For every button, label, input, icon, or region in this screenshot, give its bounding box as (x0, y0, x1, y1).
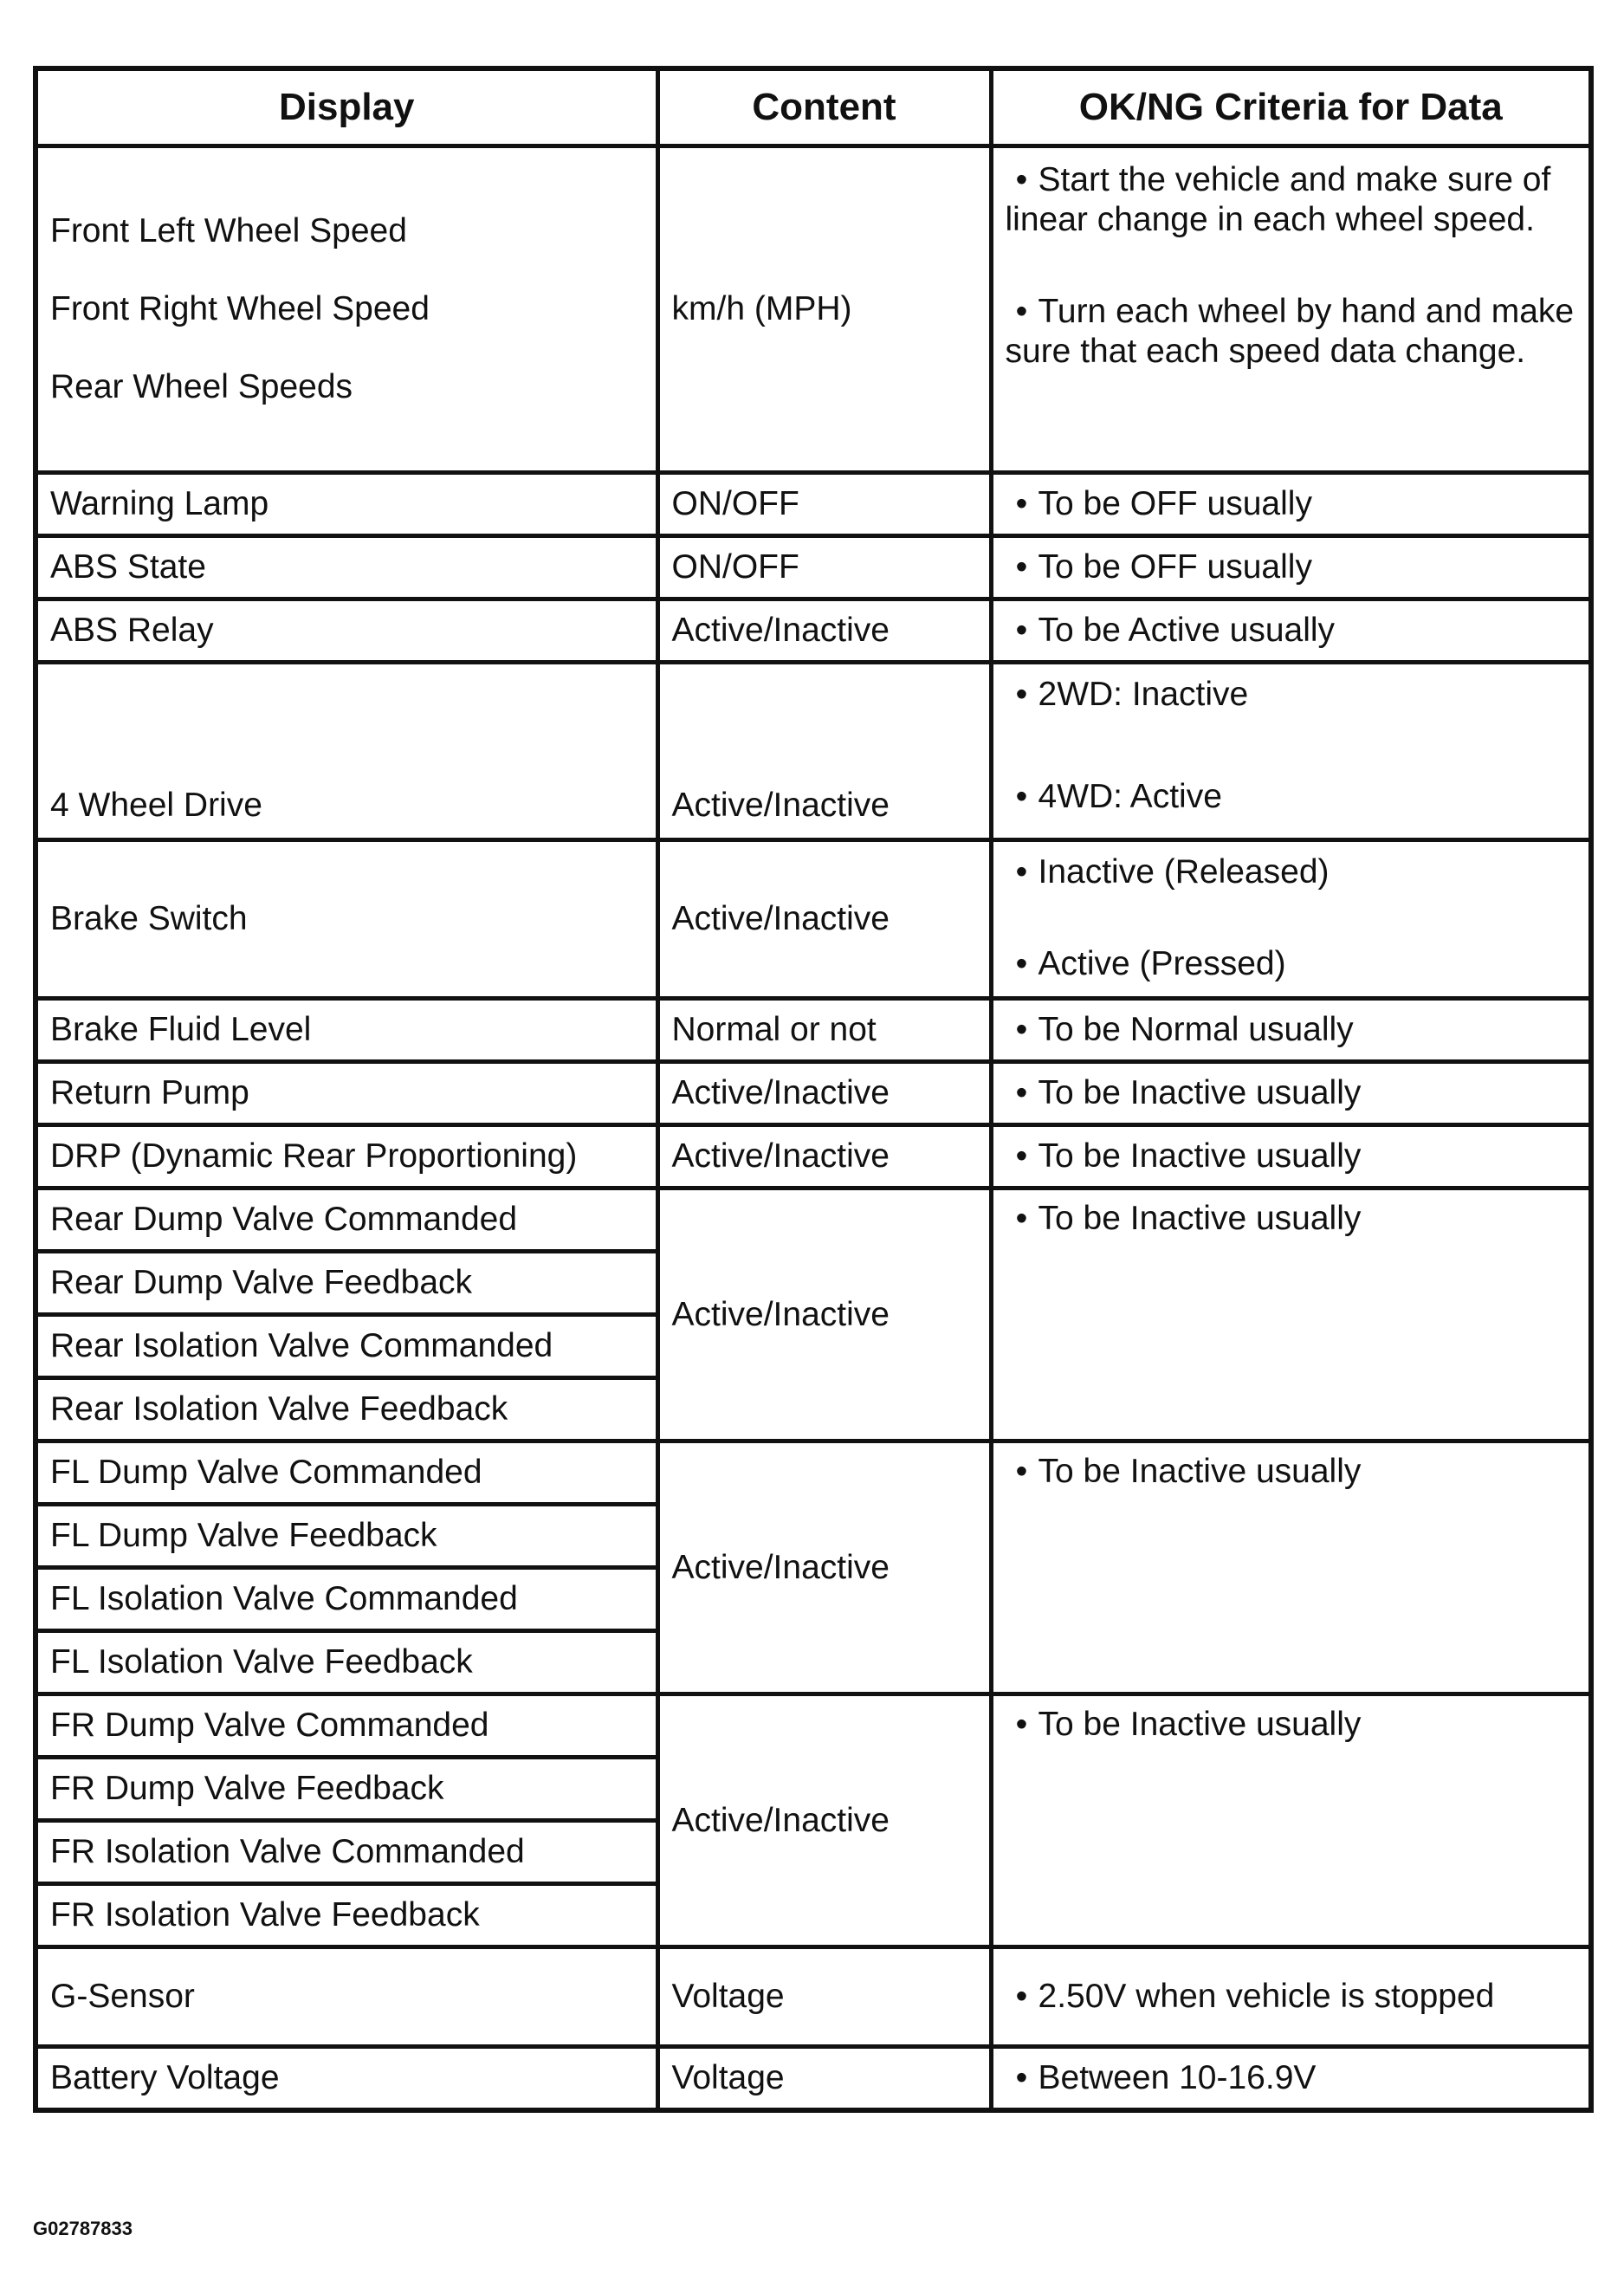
display-four-wheel-drive: 4 Wheel Drive (36, 663, 657, 840)
bullet-glyph: • (1015, 676, 1028, 713)
criteria-gap (1006, 892, 1577, 944)
criteria-gap (1006, 240, 1577, 292)
table-row-battery-voltage (36, 2047, 1591, 2111)
criteria-item (1006, 292, 1577, 372)
criteria-g-sensor (991, 1947, 1591, 2047)
content-brake-fluid-level: Normal or not (657, 999, 991, 1062)
bullet-glyph: • (1015, 778, 1028, 815)
criteria-abs-state (991, 536, 1591, 599)
criteria-text: 2.50V when vehicle is stopped (1038, 1978, 1495, 2015)
table-row-g-sensor (36, 1947, 1591, 2047)
display-rear-dump-valve-feedback: Rear Dump Valve Feedback (36, 1252, 657, 1315)
display-fr-isolation-valve-feedback: FR Isolation Valve Feedback (36, 1884, 657, 1947)
display-fr-dump-valve-feedback: FR Dump Valve Feedback (36, 1758, 657, 1821)
header-criteria: OK/NG Criteria for Data (991, 68, 1591, 146)
bullet-glyph: • (1015, 1706, 1028, 1743)
criteria-item (1006, 160, 1577, 240)
bullet-glyph: • (1015, 1011, 1028, 1048)
content-g-sensor: Voltage (657, 1947, 991, 2047)
content-drp: Active/Inactive (657, 1125, 991, 1189)
criteria-item (1006, 675, 1577, 715)
bullet-glyph: • (1015, 1453, 1028, 1490)
display-fl-dump-valve-feedback: FL Dump Valve Feedback (36, 1505, 657, 1568)
display-drp: DRP (Dynamic Rear Proportioning) (36, 1125, 657, 1189)
table-row-fr-valve (36, 1694, 1591, 1758)
display-fl-dump-valve-commanded: FL Dump Valve Commanded (36, 1441, 657, 1505)
display-abs-state: ABS State (36, 536, 657, 599)
display-rear-wheel-speeds: Rear Wheel Speeds (50, 368, 353, 405)
criteria-text: Active (Pressed) (1038, 945, 1286, 982)
content-abs-relay: Active/Inactive (657, 599, 991, 663)
criteria-text: To be Normal usually (1038, 1011, 1354, 1048)
criteria-text: To be Inactive usually (1038, 1453, 1362, 1490)
criteria-text: Turn each wheel by hand and make sure that each speed data change. (1005, 293, 1575, 370)
table-row-wheel-speed (36, 146, 1591, 473)
content-fl-valves: Active/Inactive (657, 1441, 991, 1694)
criteria-text: 2WD: Inactive (1038, 676, 1249, 713)
criteria-brake-fluid-level (991, 999, 1591, 1062)
table-row-brake-switch (36, 840, 1591, 999)
table-row-brake-fluid-level (36, 999, 1591, 1062)
content-four-wheel-drive: Active/Inactive (657, 663, 991, 840)
criteria-abs-relay (991, 599, 1591, 663)
display-abs-relay: ABS Relay (36, 599, 657, 663)
criteria-four-wheel-drive (991, 663, 1591, 840)
content-warning-lamp: ON/OFF (657, 473, 991, 536)
wheel-speed-display-cell (36, 146, 657, 473)
criteria-fr-valves (991, 1694, 1591, 1947)
criteria-text: To be OFF usually (1038, 485, 1312, 522)
criteria-item (1006, 944, 1577, 984)
header-display: Display (36, 68, 657, 146)
content-rear-valves: Active/Inactive (657, 1189, 991, 1441)
display-fr-dump-valve-commanded: FR Dump Valve Commanded (36, 1694, 657, 1758)
bullet-glyph: • (1015, 293, 1028, 330)
display-rear-dump-valve-commanded: Rear Dump Valve Commanded (36, 1189, 657, 1252)
criteria-battery-voltage (991, 2047, 1591, 2111)
criteria-text: Start the vehicle and make sure of linear change in each wheel speed. (1005, 161, 1551, 238)
header-content: Content (657, 68, 991, 146)
display-return-pump: Return Pump (36, 1062, 657, 1125)
criteria-return-pump (991, 1062, 1591, 1125)
bullet-glyph: • (1015, 853, 1028, 891)
header-row (36, 68, 1591, 146)
criteria-text: To be OFF usually (1038, 548, 1312, 586)
display-battery-voltage: Battery Voltage (36, 2047, 657, 2111)
table-row-abs-relay (36, 599, 1591, 663)
criteria-text: To be Inactive usually (1038, 1706, 1362, 1743)
table-row-four-wheel-drive (36, 663, 1591, 840)
criteria-text: 4WD: Active (1038, 778, 1222, 815)
criteria-warning-lamp (991, 473, 1591, 536)
table-row-warning-lamp (36, 473, 1591, 536)
table-row-fl-valve (36, 1441, 1591, 1505)
criteria-text: Inactive (Released) (1038, 853, 1330, 891)
criteria-item (1006, 777, 1577, 817)
criteria-fl-valves (991, 1441, 1591, 1694)
content-fr-valves: Active/Inactive (657, 1694, 991, 1947)
content-battery-voltage: Voltage (657, 2047, 991, 2111)
figure-id: G02787833 (33, 2218, 133, 2239)
display-front-left-wheel-speed: Front Left Wheel Speed (50, 212, 407, 249)
content-return-pump: Active/Inactive (657, 1062, 991, 1125)
bullet-glyph: • (1015, 945, 1028, 982)
criteria-rear-valves (991, 1189, 1591, 1441)
display-warning-lamp: Warning Lamp (36, 473, 657, 536)
criteria-text: To be Inactive usually (1038, 1074, 1362, 1111)
bullet-glyph: • (1015, 2059, 1028, 2096)
criteria-item (1006, 852, 1577, 892)
display-g-sensor: G-Sensor (36, 1947, 657, 2047)
bullet-glyph: • (1015, 1978, 1028, 2015)
table-row-abs-state (36, 536, 1591, 599)
display-rear-isolation-valve-commanded: Rear Isolation Valve Commanded (36, 1315, 657, 1378)
criteria-text: To be Inactive usually (1038, 1137, 1362, 1175)
bullet-glyph: • (1015, 1200, 1028, 1237)
display-front-right-wheel-speed: Front Right Wheel Speed (50, 290, 430, 327)
display-brake-switch: Brake Switch (36, 840, 657, 999)
content-abs-state: ON/OFF (657, 536, 991, 599)
criteria-text: Between 10-16.9V (1038, 2059, 1317, 2096)
bullet-glyph: • (1015, 485, 1028, 522)
display-fl-isolation-valve-feedback: FL Isolation Valve Feedback (36, 1631, 657, 1694)
display-fl-isolation-valve-commanded: FL Isolation Valve Commanded (36, 1568, 657, 1631)
display-fr-isolation-valve-commanded: FR Isolation Valve Commanded (36, 1821, 657, 1884)
criteria-drp (991, 1125, 1591, 1189)
bullet-glyph: • (1015, 1074, 1028, 1111)
criteria-gap (1006, 715, 1577, 777)
bullet-glyph: • (1015, 1137, 1028, 1175)
wheel-speed-content: km/h (MPH) (657, 146, 991, 473)
display-brake-fluid-level: Brake Fluid Level (36, 999, 657, 1062)
table-row-drp (36, 1125, 1591, 1189)
criteria-text: To be Inactive usually (1038, 1200, 1362, 1237)
display-rear-isolation-valve-feedback: Rear Isolation Valve Feedback (36, 1378, 657, 1441)
criteria-text: To be Active usually (1038, 612, 1336, 649)
criteria-brake-switch (991, 840, 1591, 999)
data-list-table (33, 66, 1594, 2113)
wheel-speed-criteria (991, 146, 1591, 473)
content-brake-switch: Active/Inactive (657, 840, 991, 999)
table-row-rear-valve (36, 1189, 1591, 1252)
table-row-return-pump (36, 1062, 1591, 1125)
bullet-glyph: • (1015, 612, 1028, 649)
bullet-glyph: • (1015, 161, 1028, 198)
criteria-item (1006, 1977, 1577, 2017)
bullet-glyph: • (1015, 548, 1028, 586)
